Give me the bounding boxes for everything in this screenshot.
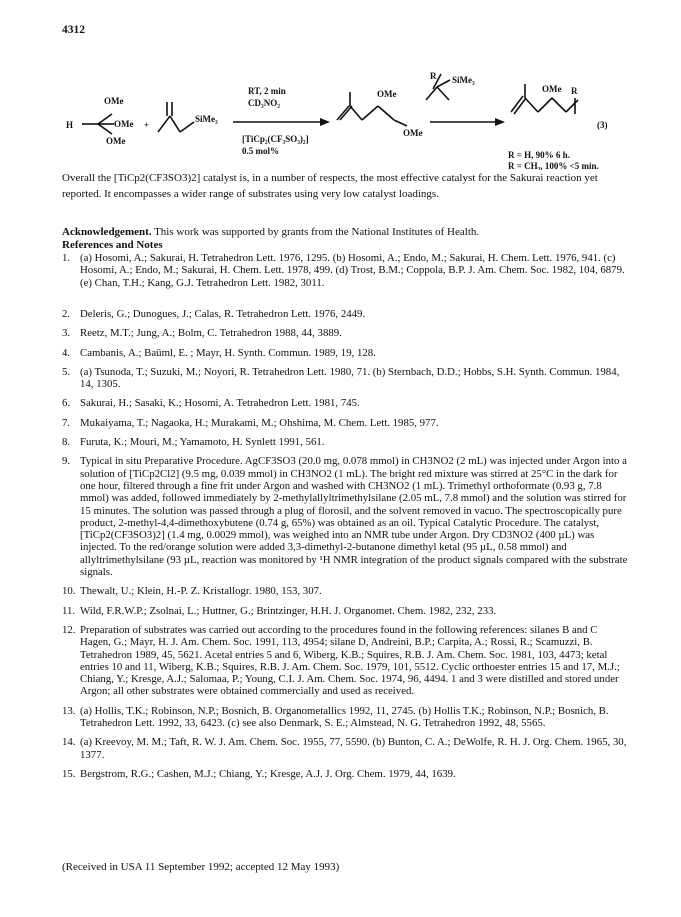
reference-item: 4. Cambanis, A.; Baüml, E. ; Mayr, H. Synth. Commun. 1989, 19, 128. [62,346,376,359]
conditions-bottom-2: 0.5 mol% [242,146,279,156]
product-ome-label: OMe [542,84,562,94]
summary-paragraph: Overall the [TiCp2(CF3SO3)2] catalyst is, in a number of respects, the most effective catalyst for the Sakurai reaction yet reported. It encompasses a wider range of substrates using very low catalyst loadings. [62,172,598,200]
reference-item: 11. Wild, F.R.W.P.; Zsolnai, L.; Huttner, G.; Brintzinger, H.H. J. Organomet. Chem. 1982, 232, 233. [62,604,497,617]
acknowledgement-text: This work was supported by grants from the National Institutes of Health. [151,226,480,238]
reference-item: 15. Bergstrom, R.G.; Cashen, M.J.; Chiang, Y.; Kresge, A.J. J. Org. Chem. 1979, 44, 1639. [62,767,456,780]
yield-line-1: R = H, 90% 6 h. [508,150,570,160]
ome-label-1: OMe [104,96,124,106]
conditions-bottom-1: [TiCp₂(CF₃SO₃)₂] [242,134,309,144]
reference-item: 8. Furuta, K.; Mouri, M.; Yamamoto, H. Synlett 1991, 561. [62,436,325,449]
reference-item: 5. (a) Tsunoda, T.; Suzuki, M.; Noyori, R. Tetrahedron Lett. 1980, 71. (b) Sternbach, D.D.; Hobbs, S.H. Synth. Commun. 1984, 14, 1305. [62,365,620,391]
received-dates: (Received in USA 11 September 1992; accepted 12 May 1993) [62,861,340,873]
reference-item: 1. (a) Hosomi, A.; Sakurai, H. Tetrahedron Lett. 1976, 1295. (b) Hosomi, A.; Endo, M.; Sakurai, H. Chem. Lett. 1976, 941. (c) Hosomi, A.; Endo, M.; Sakurai, H. Chem. Lett. 1978, 499. (d) Trost, B.M.; Coppola, B.P. J. Am. Chem. Soc. 1982, 104, 6879. (e) Chan, T.H.; Kang, G.J. Tetrahedron Lett. 1982, 3011. [62,252,625,289]
h-label: H [66,120,74,130]
yield-line-2: R = CH₃, 100% <5 min. [508,161,599,170]
equation-number: (3) [597,120,608,130]
ome-label-3: OMe [106,136,126,146]
reference-item: 9. Typical in situ Preparative Procedure. AgCF3SO3 (20.0 mg, 0.078 mmol) in CH3NO2 (2 mL) was injected under Argon into a solution of [TiCp2Cl2] (9.5 mg, 0.039 mmol) in CH3NO2 (1 mL). The bright red mixture was stirred at 25°C in the dark for one hour, filtered through a fine frit under Argon and washed with CH3NO2 (1 mL). Trimethyl orthoformate (0.93 g, 7.8 mmol) was added, followed immediately by 2-methylallyltrimethylsilane (2.05 mL, 7.8 mmol) and the solution was stirred for 15 minutes. The solution was passed through a plug of florosil, and the solvent removed in vacuo. The spectroscopically pure product, 2-methyl-4,4-dimethoxybutene (0.74 g, 65%) was obtained as an oil. Typical Catalytic Procedure. The catalyst, [TiCp2(CF3SO3)2] (1.4 mg, 0.0029 mmol), was weighed into an NMR tube under Argon. Dry CD3NO2 (400 µL) was injected. To the red/orange solution were added 3,3-dimethyl-2-butanone dimethyl ketal (95 µL, 0.58 mmol) and allyltrimethylsilane (93 µL, reaction was monitored by ¹H NMR integration of the product signals compared with the substrate signals. [62,455,628,579]
reference-item: 2. Deleris, G.; Dunogues, J.; Calas, R. Tetrahedron Lett. 1976, 2449. [62,308,366,320]
conditions-top-2: CD₃NO₂ [248,98,280,108]
reference-item: 12. Preparation of substrates was carried out according to the procedures found in the following references: silanes B and C Hagen, G.; Mayr, H. J. Am. Chem. Soc. 1991, 113, 4954; silane D, Andreini, B.P.; Carpita, A.; Rossi, R.; Scamuzzi, B. Tetrahedron 1989, 45, 5621. Acetal entries 5 and 6, Wiberg, K.B.; Squires, R.B. J. Am. Chem. Soc. 1981, 103, 4473; ketal entries 10 and 11, Wiberg, K.B.; Squires, R.B. J. Am. Chem. Soc. 1979, 101, 5512. Cyclic orthoester entries 15 and 17, M.J.; Chiang, Y.; Kresge, A.J.; Salomaa, P.; Young, C.I. J. Am. Chem. Soc. 1974, 96, 4494. 1 and 3 were distilled and stored under Argon; all other substrates were obtained commercially and used as received. [62,623,620,698]
intermediate-ome-2: OMe [403,128,423,138]
page-number: 4312 [62,24,85,36]
references-list [62,252,628,780]
reference-item: 3. Reetz, M.T.; Jung, A.; Bolm, C. Tetrahedron 1988, 44, 3889. [62,327,342,340]
reagent-r-label: R [430,71,437,81]
acknowledgement-title: Acknowledgement. [62,226,152,238]
reference-item: 14. (a) Kreevoy, M. M.; Taft, R. W. J. Am. Chem. Soc. 1955, 77, 5590. (b) Bunton, C. A.; DeWolfe, R. H. J. Org. Chem. 1965, 30, 1377. [62,736,627,761]
reference-item: 13. (a) Hollis, T.K.; Robinson, N.P.; Bosnich, B. Organometallics 1992, 11, 2745. (b) Hollis T.K.; Robinson, N.P.; Bosnich, B. Tetrahedron Lett. 1992, 33, 6423. (c) see also Denmark, S. E.; Almstead, N. G. Tetrahedron 1992, 48, 5565. [62,704,609,730]
product-r-label: R [571,86,578,96]
plus-sign: + [144,120,150,130]
reaction-scheme [0,70,681,170]
reference-item: 7. Mukaiyama, T.; Nagaoka, H.; Murakami, M.; Ohshima, M. Chem. Lett. 1985, 977. [62,416,439,429]
acknowledgement [62,226,622,239]
reference-item: 10. Thewalt, U.; Klein, H.-P. Z. Kristallogr. 1980, 153, 307. [62,585,322,598]
sime3-label: SiMe₃ [195,114,218,124]
reference-item: 6. Sakurai, H.; Sasaki, K.; Hosomi, A. Tetrahedron Lett. 1981, 745. [62,397,360,410]
intermediate-ome-1: OMe [377,89,397,99]
reagent-sime3-label: SiMe₃ [452,75,475,85]
conditions-top-1: RT, 2 min [248,86,286,96]
ome-label-2: OMe [114,119,134,129]
references-heading: References and Notes [62,239,163,251]
